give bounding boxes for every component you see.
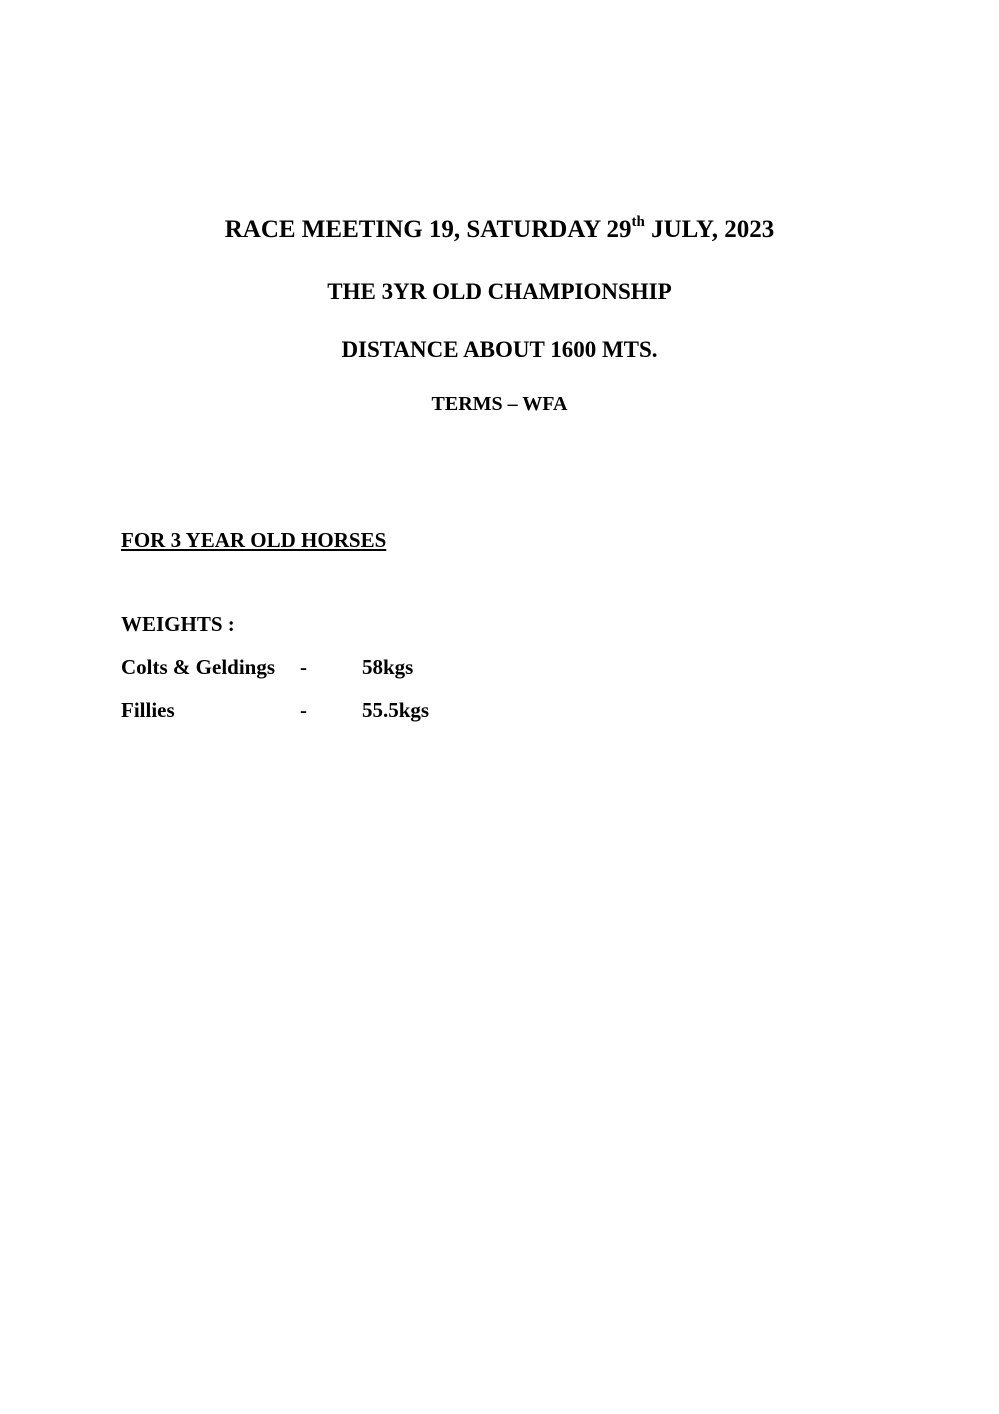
weight-value: 58kgs <box>362 655 414 679</box>
weight-row-fillies <box>121 698 541 724</box>
weight-separator: - <box>300 655 307 679</box>
race-distance: DISTANCE ABOUT 1600 MTS. <box>341 337 658 362</box>
race-name: THE 3YR OLD CHAMPIONSHIP <box>327 279 672 304</box>
race-terms: TERMS – WFA <box>431 393 568 415</box>
weight-row-colts-geldings <box>121 655 541 681</box>
title-tail: JULY, 2023 <box>644 216 775 243</box>
weights-label: WEIGHTS : <box>121 612 235 636</box>
title-superscript: th <box>631 213 645 230</box>
weight-category: Fillies <box>121 698 175 722</box>
title-main: RACE MEETING 19, SATURDAY 29 <box>224 216 632 243</box>
weight-category: Colts & Geldings <box>121 655 276 679</box>
weight-separator: - <box>300 698 307 722</box>
race-meeting-title <box>0 213 999 244</box>
weight-value: 55.5kgs <box>362 698 430 722</box>
eligibility-heading: FOR 3 YEAR OLD HORSES <box>121 528 387 552</box>
